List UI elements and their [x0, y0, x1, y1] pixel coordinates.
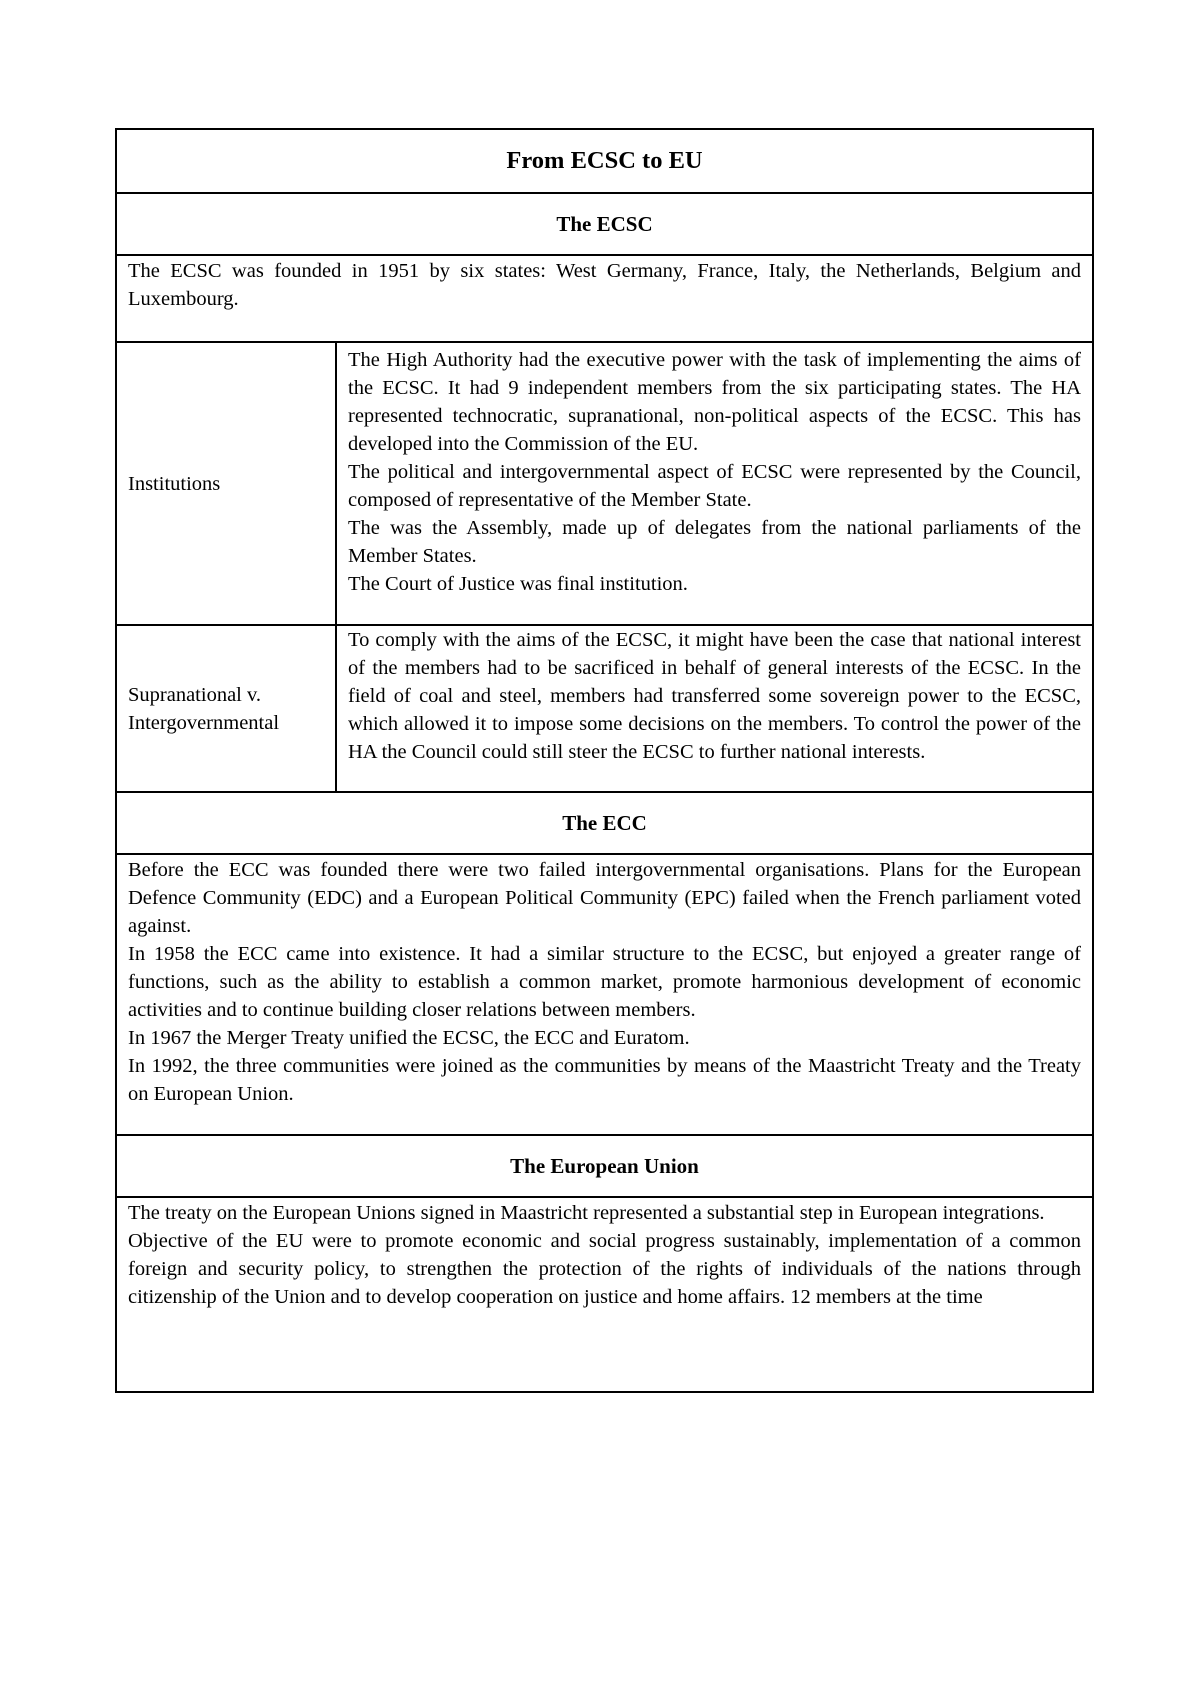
supranational-label-line-2: Intergovernmental — [128, 711, 280, 734]
supranational-row — [116, 625, 1093, 792]
ecc-paragraph-1: Before the ECC was founded there were two failed intergovernmental organisations. Plans for the European Defence Community (EDC) and a European Political Community (EPC) failed when the French parliament voted against. — [128, 859, 1082, 937]
ecc-content — [116, 854, 1093, 1135]
ecsc-intro-cell — [116, 255, 1093, 342]
institutions-paragraph-1: The High Authority had the executive power with the task of implementing the aims of the ECSC. It had 9 independent members from the six participating states. The HA represented technocratic, supranational, non-political aspects of the ECSC. This has developed into the Commission of the EU. — [348, 349, 1082, 455]
section-heading-row — [116, 193, 1093, 255]
section-heading-row — [116, 792, 1093, 854]
section-heading-eu: The European Union — [116, 1135, 1093, 1197]
eu-paragraph-1: The treaty on the European Unions signed in Maastricht represented a substantial step in European integrations. — [128, 1202, 1045, 1224]
title-row — [116, 129, 1093, 193]
ecc-paragraph-2: In 1958 the ECC came into existence. It had a similar structure to the ECSC, but enjoyed a greater range of functions, such as the ability to establish a common market, promote harmonious development of economic activities and to continue building closer relations between members. — [128, 943, 1082, 1021]
supranational-paragraph-1: To comply with the aims of the ECSC, it might have been the case that national interest of the members had to be sacrificed in behalf of general interests of the ECSC. In the field of coal and steel, members had transferred some sovereign power to the ECSC, which allowed it to impose some decisions on the members. To control the power of the HA the Council could still steer the ECSC to further national interests. — [348, 629, 1082, 763]
section-heading-ecsc: The ECSC — [116, 193, 1093, 255]
institutions-paragraph-3: The was the Assembly, made up of delegates from the national parliaments of the Member States. — [348, 517, 1082, 567]
section-body-row — [116, 255, 1093, 342]
document-table — [115, 128, 1094, 1393]
section-body-row — [116, 1197, 1093, 1392]
section-heading-row — [116, 1135, 1093, 1197]
eu-content — [116, 1197, 1093, 1392]
ecc-paragraph-4: In 1992, the three communities were joined as the communities by means of the Maastricht Treaty and the Treaty on European Union. — [128, 1055, 1082, 1105]
document-title: From ECSC to EU — [116, 129, 1093, 193]
institutions-paragraph-4: The Court of Justice was final institution. — [348, 573, 688, 595]
section-body-row — [116, 854, 1093, 1135]
institutions-label: Institutions — [116, 342, 336, 625]
institutions-row — [116, 342, 1093, 625]
institutions-content — [336, 342, 1093, 625]
ecc-paragraph-3: In 1967 the Merger Treaty unified the ECSC, the ECC and Euratom. — [128, 1027, 690, 1049]
institutions-paragraph-2: The political and intergovernmental aspect of ECSC were represented by the Council, composed of representative of the Member State. — [348, 461, 1082, 511]
supranational-label-line-1: Supranational v. — [128, 683, 262, 706]
section-heading-ecc: The ECC — [116, 792, 1093, 854]
supranational-content — [336, 625, 1093, 792]
eu-paragraph-2: Objective of the EU were to promote economic and social progress sustainably, implementation of a common foreign and security policy, to strengthen the protection of the rights of individuals of the nations through citizenship of the Union and to develop cooperation on justice and home affairs. 12 members at the time — [128, 1230, 1082, 1308]
ecsc-intro-paragraph: The ECSC was founded in 1951 by six states: West Germany, France, Italy, the Netherlands, Belgium and Luxembourg. — [128, 260, 1082, 310]
supranational-label — [116, 625, 336, 792]
